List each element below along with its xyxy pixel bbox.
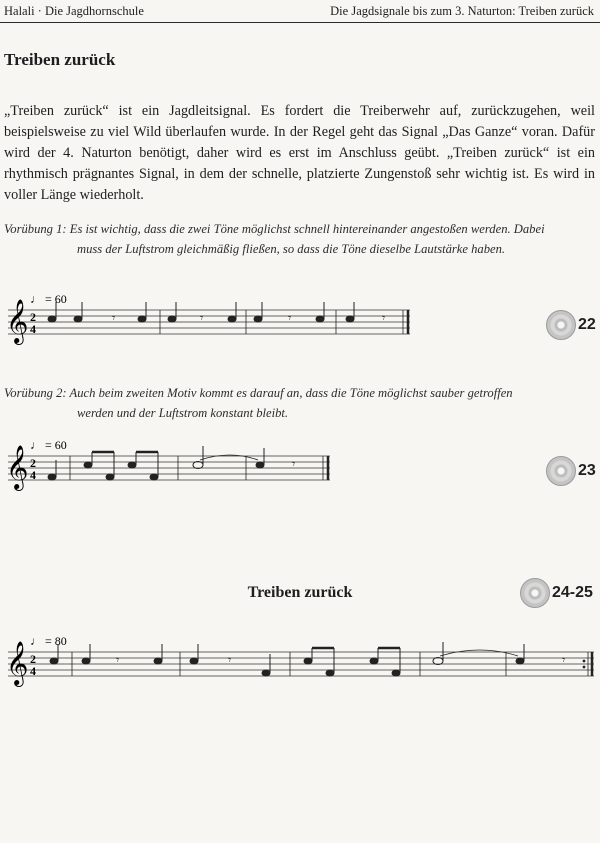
exercise-1-tempo: ♩ = 60 <box>30 292 67 306</box>
note <box>138 302 146 322</box>
rest: 𝄾 <box>382 311 386 325</box>
cd-icon <box>520 578 550 608</box>
rest: 𝄾 <box>228 653 232 667</box>
rest: 𝄾 <box>288 311 292 325</box>
track-3-number: 24-25 <box>552 584 593 601</box>
exercise-2-label: Vorübung 2: <box>4 386 67 400</box>
note <box>516 644 524 664</box>
half-note <box>433 642 443 665</box>
note <box>154 644 162 664</box>
time-signature-top: 2 <box>30 456 36 470</box>
exercise-1-line2: muss der Luftstrom gleichmäßig fließen, so dass die Töne dieselbe Lautstärke haben. <box>77 242 506 256</box>
note <box>228 302 236 322</box>
header-chapter-title: Die Jagdsignale bis zum 3. Naturton: Treiben zurück <box>330 4 594 18</box>
track-2 <box>546 456 596 486</box>
half-note <box>193 446 203 469</box>
note <box>168 302 176 322</box>
track-2-number: 23 <box>578 462 596 479</box>
cd-icon <box>546 310 576 340</box>
rest: 𝄾 <box>200 311 204 325</box>
note <box>316 302 324 322</box>
signal-staff <box>0 628 600 688</box>
treble-clef-icon: 𝄞 <box>6 301 29 343</box>
exercise-1-staff <box>0 290 600 350</box>
note <box>346 302 354 322</box>
time-signature-bottom: 4 <box>30 664 36 678</box>
exercise-1-line1: Es ist wichtig, dass die zwei Töne möglichst schnell hintereinander angestoßen werden. Dabei <box>69 222 545 236</box>
time-signature-bottom: 4 <box>30 468 36 482</box>
rest: 𝄾 <box>292 457 296 471</box>
treble-clef-icon: 𝄞 <box>6 643 29 685</box>
time-signature-bottom: 4 <box>30 322 36 336</box>
note <box>82 644 90 664</box>
time-signature-top: 2 <box>30 652 36 666</box>
treble-clef-icon: 𝄞 <box>6 447 29 489</box>
exercise-2-line2: werden und der Luftstrom konstant bleibt. <box>77 406 289 420</box>
note <box>48 460 56 480</box>
exercise-2-text <box>4 383 595 423</box>
page-header <box>0 0 600 23</box>
page-title: Treiben zurück <box>4 50 116 69</box>
signal-title: Treiben zurück <box>247 584 353 601</box>
cd-icon <box>546 456 576 486</box>
signal-tempo: ♩ = 80 <box>30 634 67 648</box>
rest: 𝄾 <box>562 653 566 667</box>
track-1-number: 22 <box>578 316 596 333</box>
note <box>256 448 264 468</box>
exercise-1-text <box>4 219 595 259</box>
note <box>190 644 198 664</box>
track-3 <box>520 578 593 608</box>
note <box>254 302 262 322</box>
exercise-1-label: Vorübung 1: <box>4 222 67 236</box>
header-book-title: Halali · Die Jagdhornschule <box>4 4 144 18</box>
rest: 𝄾 <box>116 653 120 667</box>
track-1 <box>546 310 596 340</box>
rest: 𝄾 <box>112 311 116 325</box>
intro-paragraph: „Treiben zurück“ ist ein Jagdleitsignal. Es fordert die Treiberwehr auf, zurückzugehen, weil beispielsweise zu viel Wild überlaufen wurde. In der Regel geht das Signal „Das Ganze“ voran. Dafür wird der 4. Naturton benötigt, daher wird es erst im Anschluss geübt. „Treiben zurück“ ist ein rhythmisch prägnantes Signal, in dem der schnelle, platzierte Zungenstoß sehr wichtig ist. Es wird in voller Länge wiederholt. <box>4 103 595 203</box>
exercise-2-tempo: ♩ = 60 <box>30 438 67 452</box>
note <box>74 302 82 322</box>
note <box>262 654 270 676</box>
time-signature-top: 2 <box>30 310 36 324</box>
exercise-2-line1: Auch beim zweiten Motiv kommt es darauf an, dass die Töne möglichst sauber getroffen <box>69 386 513 400</box>
exercise-2-staff <box>0 436 600 496</box>
